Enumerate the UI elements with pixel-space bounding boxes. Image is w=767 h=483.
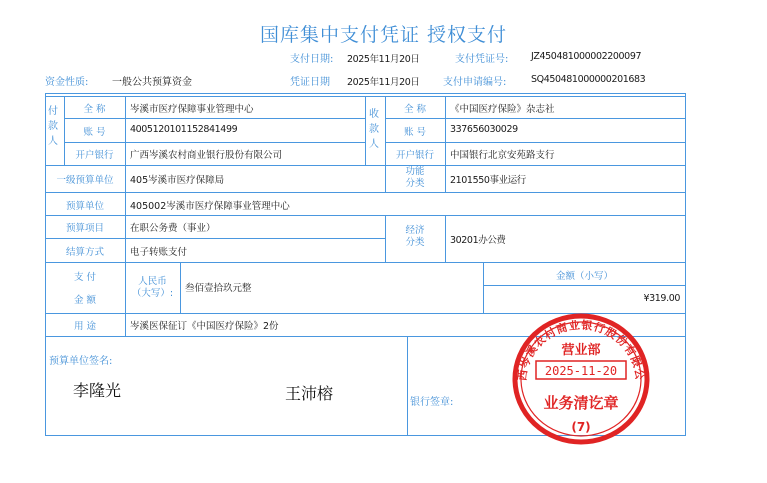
seal-code: (7): [571, 420, 591, 434]
seal-outer-text: 西岑溪农村商业银行股份有限公: [515, 318, 647, 382]
payee-name: 《中国医疗保险》杂志社: [450, 104, 555, 115]
settle-method: 电子转账支付: [130, 247, 188, 258]
payee-bank: 中国银行北京安苑路支行: [450, 150, 555, 161]
voucher-date-label: 凭证日期: [290, 77, 330, 88]
settle-label: 结算方式: [65, 247, 104, 258]
seal-date: 2025-11-20: [544, 364, 618, 378]
rmb-label-1: 人民币: [138, 276, 167, 287]
economic-label-2: 分类: [405, 237, 425, 248]
pay-date: 2025年11月20日: [347, 54, 420, 65]
amount-label-1: 支 付: [73, 272, 97, 283]
voucher-no-label: 支付凭证号:: [455, 54, 509, 65]
voucher-no: JZ450481000002200097: [531, 51, 642, 62]
payee-account-label: 账 号: [403, 127, 427, 138]
payer-account: 4005120101152841499: [130, 124, 238, 135]
budget-unit: 405002岑溪市医疗保障事业管理中心: [130, 201, 290, 212]
amount-lower-label: 金额（小写）: [555, 271, 613, 282]
rmb-label-2: （大写）:: [131, 288, 174, 299]
payee-bank-label: 开户银行: [395, 150, 434, 161]
bank-seal-label: 银行签章:: [410, 397, 454, 408]
payer-bank-label: 开户银行: [75, 150, 114, 161]
seal-main: 业务清讫章: [543, 394, 619, 412]
payer-account-label: 账 号: [83, 127, 106, 138]
apply-no: SQ450481000000201683: [531, 74, 646, 85]
fund-nature: 一般公共预算资金: [112, 77, 192, 88]
function-class: 2101550事业运行: [450, 175, 526, 186]
page-title: 国库集中支付凭证 授权支付: [259, 24, 508, 46]
purpose-value: 岑溪医保征订《中国医疗保险》2份: [130, 321, 279, 332]
signer-1: 李隆光: [73, 381, 122, 400]
signer-2: 王沛榕: [285, 384, 334, 403]
payer-bank: 广西岑溪农村商业银行股份有限公司: [130, 150, 283, 161]
amount-label-2: 金 额: [73, 295, 97, 306]
apply-no-label: 支付申请编号:: [443, 77, 507, 88]
payer-group-label: 付款人: [48, 106, 58, 147]
payer-name-label: 全 称: [83, 104, 106, 115]
pay-date-label: 支付日期:: [290, 54, 334, 65]
economic-class: 30201办公费: [450, 235, 506, 246]
budget-unit-sign-label: 预算单位签名:: [49, 356, 113, 367]
amount-lower: ¥319.00: [643, 293, 680, 304]
bank-seal: [508, 309, 653, 446]
level1-unit: 405岑溪市医疗保障局: [130, 175, 225, 186]
amount-upper: 叁佰壹拾玖元整: [185, 283, 252, 294]
fund-nature-label: 资金性质:: [45, 77, 89, 88]
purpose-label: 用 途: [73, 321, 97, 332]
budget-item-label: 预算项目: [65, 223, 104, 234]
level1-unit-label: 一级预算单位: [56, 175, 114, 186]
payee-name-label: 全 称: [403, 104, 427, 115]
function-label-1: 功能: [405, 166, 425, 177]
seal-dept: 营业部: [561, 343, 601, 358]
payer-name: 岑溪市医疗保障事业管理中心: [130, 104, 254, 115]
payee-group-label: 收款人: [369, 109, 379, 150]
voucher-date: 2025年11月20日: [347, 77, 420, 88]
economic-label-1: 经济: [405, 225, 425, 236]
budget-item: 在职公务费（事业）: [130, 223, 216, 234]
budget-unit-label: 预算单位: [65, 201, 104, 212]
seal-graphic: [508, 309, 653, 446]
payee-account: 337656030029: [450, 124, 518, 135]
function-label-2: 分类: [405, 178, 425, 189]
